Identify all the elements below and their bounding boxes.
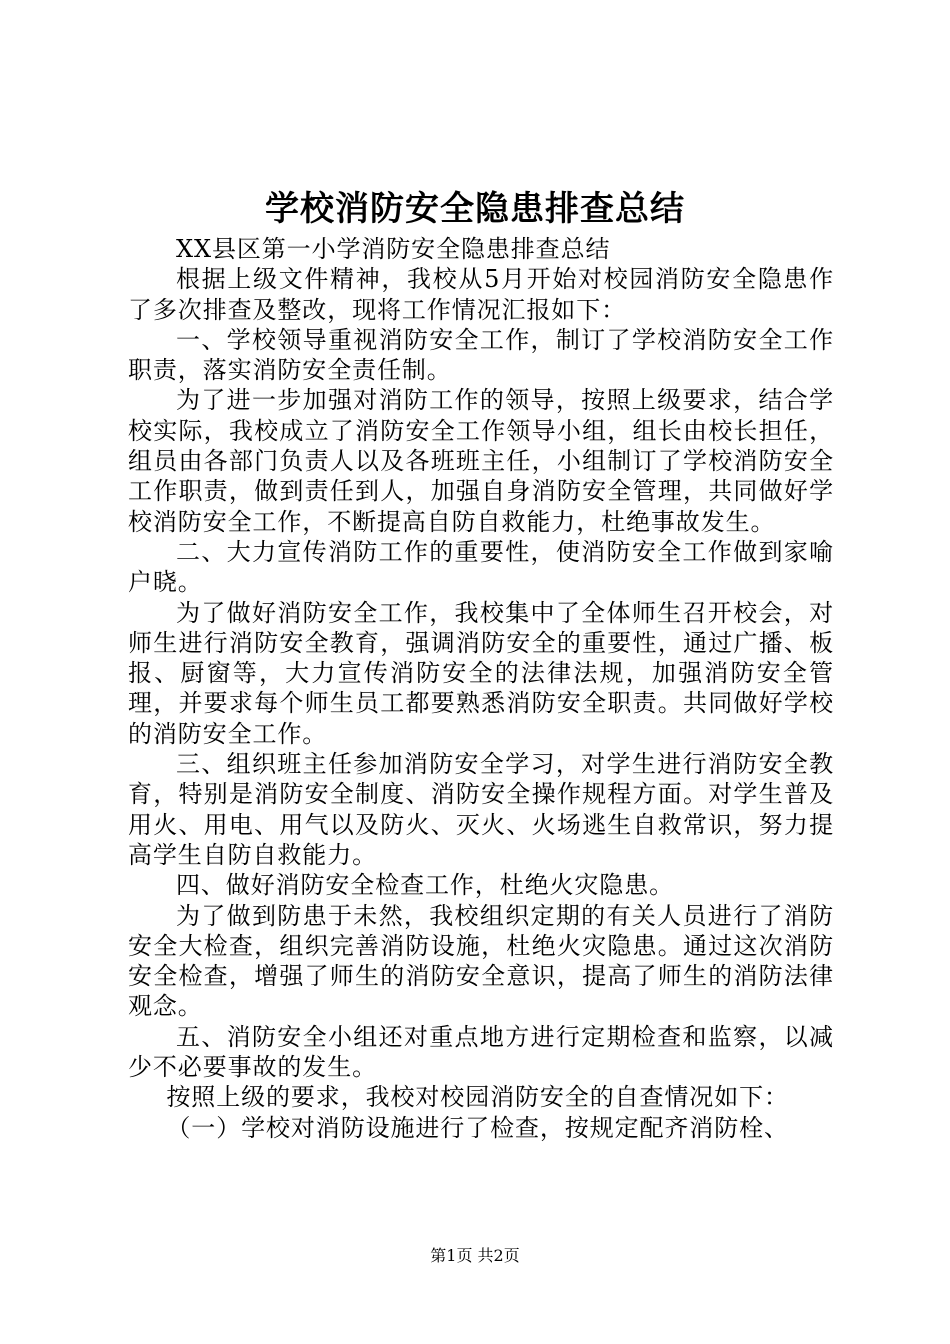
paragraph: 三、组织班主任参加消防安全学习，对学生进行消防安全教育，特别是消防安全制度、消防安全操作规程方面。对学生普及用火、用电、用气以及防火、灭火、火场逃生自救常识，努力提高学生自防自救能力。 [128,750,834,869]
paragraph: 四、做好消防安全检查工作，杜绝火灾隐患。 [176,871,674,900]
paragraph: 一、学校领导重视消防安全工作，制订了学校消防安全工作职责，落实消防安全责任制。 [128,325,834,385]
paragraph: （一）学校对消防设施进行了检查，按规定配齐消防栓、 [166,1113,789,1142]
paragraph: 二、大力宣传消防工作的重要性，使消防安全工作做到家喻户晓。 [128,537,834,597]
paragraph: 为了进一步加强对消防工作的领导，按照上级要求，结合学校实际，我校成立了消防安全工作领导小组，组长由校长担任，组员由各部门负责人以及各班班主任，小组制订了学校消防安全工作职责，做到责任到人，加强自身消防安全管理，共同做好学校消防安全工作，不断提高自防自救能力，杜绝事故发生。 [128,386,834,536]
paragraph-subtitle: XX县区第一小学消防安全隐患排查总结 [176,235,611,263]
page-footer: 第1页 共2页 [430,1246,520,1265]
paragraph: 根据上级文件精神，我校从5月开始对校园消防安全隐患作了多次排查及整改，现将工作情况汇报如下： [128,265,834,324]
document-title: 学校消防安全隐患排查总结 [265,189,685,229]
paragraph: 为了做好消防安全工作，我校集中了全体师生召开校会，对师生进行消防安全教育，强调消防安全的重要性，通过广播、板报、厨窗等，大力宣传消防安全的法律法规，加强消防安全管理，并要求每个师生员工都要熟悉消防安全职责。共同做好学校的消防安全工作。 [128,598,834,748]
paragraph: 为了做到防患于未然，我校组织定期的有关人员进行了消防安全大检查，组织完善消防设施，杜绝火灾隐患。通过这次消防安全检查，增强了师生的消防安全意识，提高了师生的消防法律观念。 [128,901,834,1021]
paragraph: 按照上级的要求，我校对校园消防安全的自查情况如下： [166,1083,789,1112]
document-body [128,234,834,1143]
paragraph: 五、消防安全小组还对重点地方进行定期检查和监察，以减少不必要事故的发生。 [128,1022,834,1082]
